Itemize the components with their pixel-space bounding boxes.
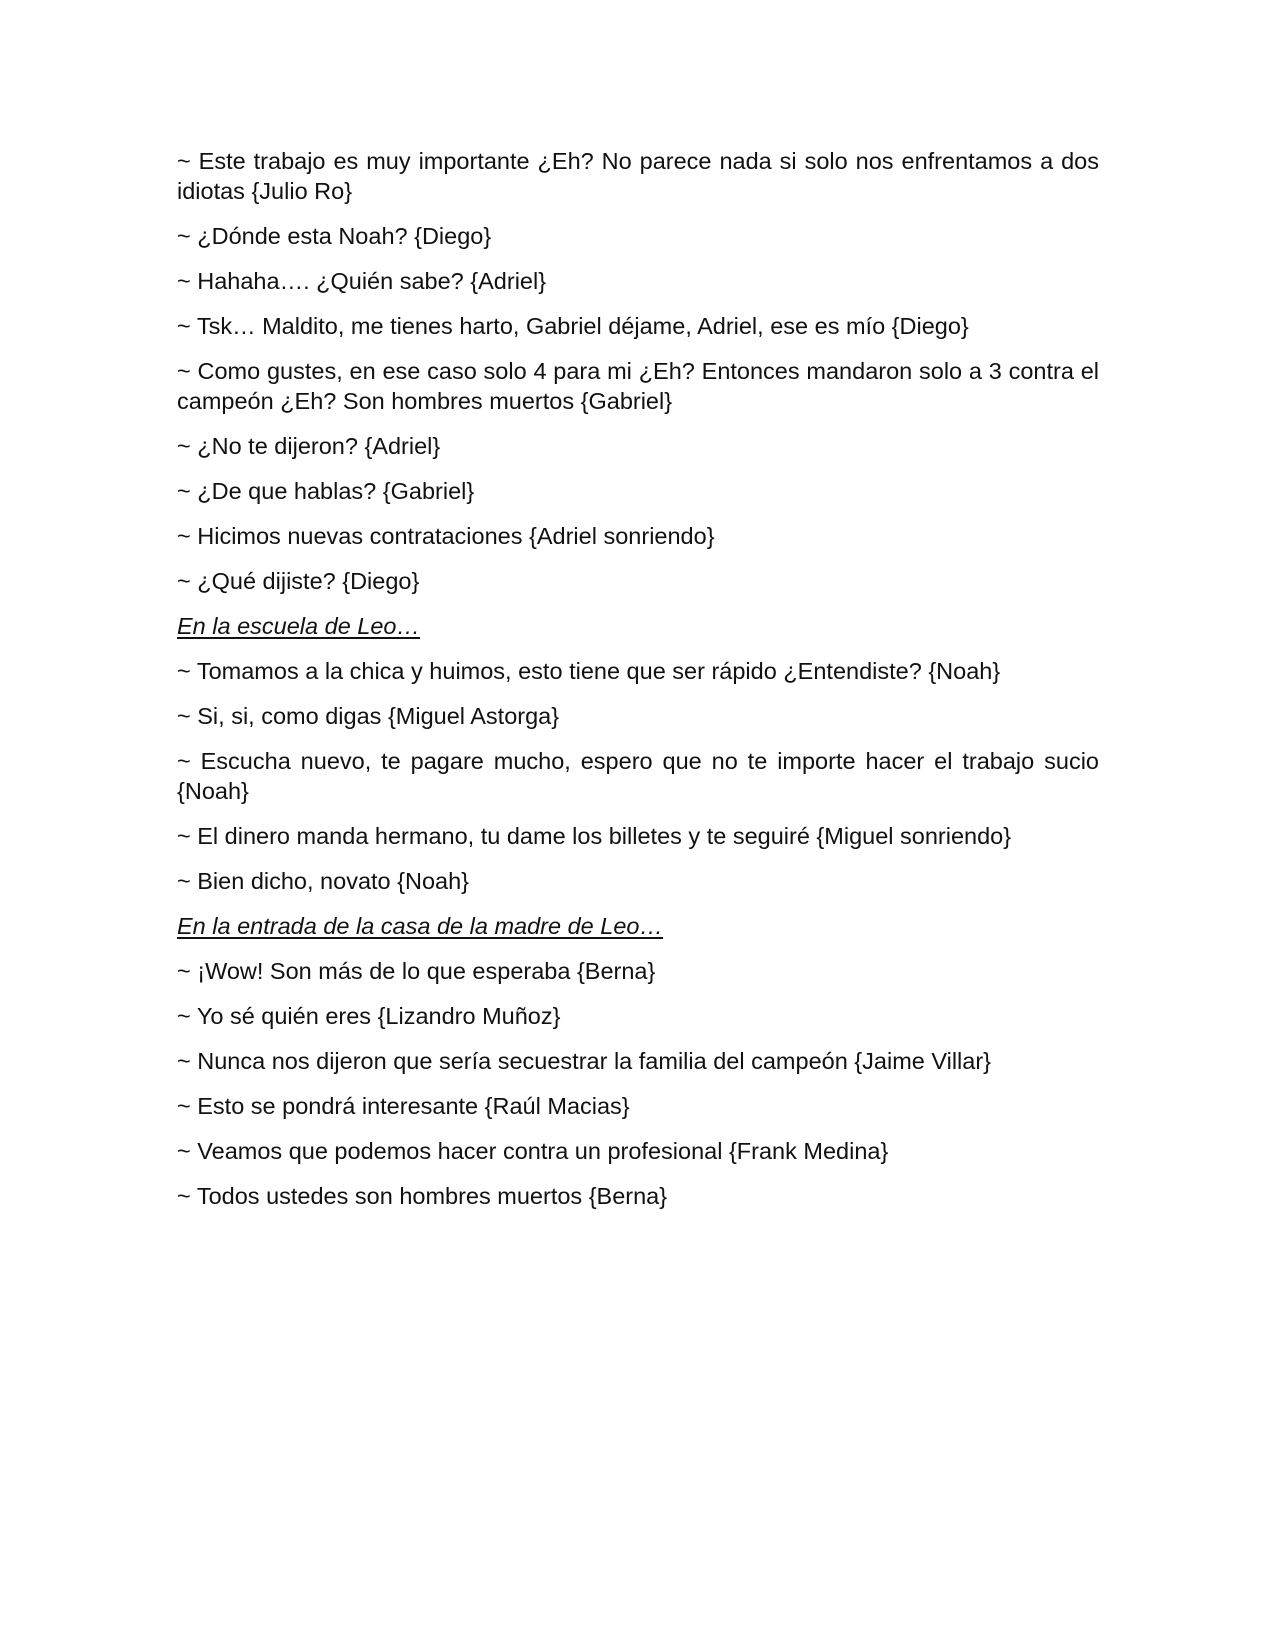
dialogue-line: ~ ¡Wow! Son más de lo que esperaba {Berna} xyxy=(177,958,656,984)
scene-heading: En la entrada de la casa de la madre de Leo… xyxy=(177,913,663,939)
dialogue-line: ~ Tomamos a la chica y huimos, esto tiene que ser rápido ¿Entendiste? {Noah} xyxy=(177,658,1001,684)
dialogue-line: ~ Escucha nuevo, te pagare mucho, espero que no te importe hacer el trabajo sucio {Noah} xyxy=(177,748,1099,804)
dialogue-line: ~ Hahaha…. ¿Quién sabe? {Adriel} xyxy=(177,268,547,294)
dialogue-line: ~ Nunca nos dijeron que sería secuestrar la familia del campeón {Jaime Villar} xyxy=(177,1048,992,1074)
dialogue-line: ~ ¿No te dijeron? {Adriel} xyxy=(177,433,441,459)
dialogue-line: ~ ¿Qué dijiste? {Diego} xyxy=(177,568,420,594)
scene-heading: En la escuela de Leo… xyxy=(177,613,420,639)
dialogue-line: ~ ¿Dónde esta Noah? {Diego} xyxy=(177,223,492,249)
dialogue-line: ~ Este trabajo es muy importante ¿Eh? No parece nada si solo nos enfrentamos a dos idiotas {Julio Ro} xyxy=(177,148,1099,204)
dialogue-line: ~ Como gustes, en ese caso solo 4 para mi ¿Eh? Entonces mandaron solo a 3 contra el campeón ¿Eh? Son hombres muertos {Gabriel} xyxy=(177,358,1099,414)
dialogue-line: ~ Bien dicho, novato {Noah} xyxy=(177,868,470,894)
dialogue-line: ~ El dinero manda hermano, tu dame los billetes y te seguiré {Miguel sonriendo} xyxy=(177,823,1012,849)
dialogue-line: ~ Todos ustedes son hombres muertos {Berna} xyxy=(177,1183,668,1209)
document-body xyxy=(177,146,1099,1226)
dialogue-line: ~ ¿De que hablas? {Gabriel} xyxy=(177,478,475,504)
dialogue-line: ~ Yo sé quién eres {Lizandro Muñoz} xyxy=(177,1003,561,1029)
dialogue-line: ~ Hicimos nuevas contrataciones {Adriel sonriendo} xyxy=(177,523,715,549)
dialogue-line: ~ Si, si, como digas {Miguel Astorga} xyxy=(177,703,560,729)
dialogue-line: ~ Veamos que podemos hacer contra un profesional {Frank Medina} xyxy=(177,1138,889,1164)
dialogue-line: ~ Tsk… Maldito, me tienes harto, Gabriel déjame, Adriel, ese es mío {Diego} xyxy=(177,313,969,339)
dialogue-line: ~ Esto se pondrá interesante {Raúl Macias} xyxy=(177,1093,630,1119)
